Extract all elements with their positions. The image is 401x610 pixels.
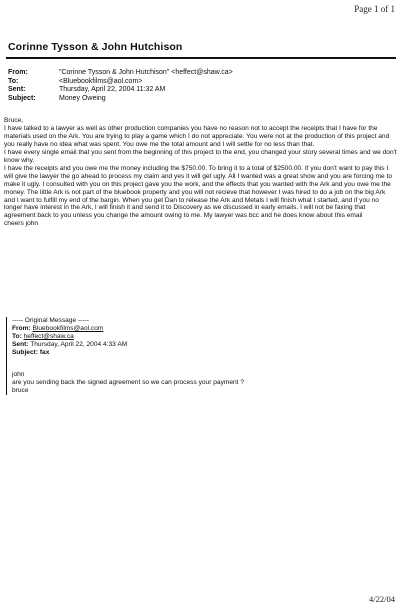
email-body bbox=[4, 117, 397, 228]
body-paragraph-2: I have every single email that you sent from the beginning of this project to the end, you changed your story several times and we don't know why. bbox=[4, 148, 397, 164]
orig-from-label: From: bbox=[12, 325, 31, 332]
body-paragraph-1: I have talked to a lawyer as well as other production companies you have no reason not to accept the receipts that I have for the materials used on the Ark. You are trying to play a game which I do not appreciate. You were not at the production of this project and you really have no idea what was spent. You owe me the total amount and I will settle for no less than that. bbox=[4, 124, 390, 148]
spacer bbox=[12, 357, 400, 371]
page-number: Page 1 of 1 bbox=[354, 4, 395, 14]
orig-line-3: bruce bbox=[12, 387, 29, 394]
title-divider bbox=[6, 57, 396, 59]
orig-to-label: To: bbox=[12, 333, 22, 340]
from-label: From: bbox=[8, 69, 28, 76]
subject-label: Subject: bbox=[8, 94, 36, 102]
sent-value: Thursday, April 22, 2004 11:32 AM bbox=[59, 86, 166, 94]
orig-subject-row bbox=[12, 349, 400, 357]
orig-subject-label: Subject: bbox=[12, 349, 39, 356]
orig-from-link[interactable]: Bluebookfilms@aol.com bbox=[32, 325, 104, 332]
sent-label: Sent: bbox=[8, 86, 26, 94]
orig-subject-value: fax bbox=[39, 349, 50, 356]
email-title: Corinne Tysson & John Hutchison bbox=[8, 41, 183, 53]
orig-from-row bbox=[12, 325, 400, 333]
orig-line-1: john bbox=[12, 371, 25, 378]
body-paragraph-3: I have the receipts and you owe me the money including the $750.00. To bring it to a total of $2500.00. If you don't want to pay this I will give the lawyer the go ahead to process my claim and yes it will get ugly. All I wanted was a great show and you are forcing me to make it ugly. I consulted with you on this project gave you the work, and the effects that you wanted with the Ark and you owe me the money. The little Ark is not part of the bluebook property and you will not recieve that however I was hired to do a job on the big Ark and I want to fulfill my end of the bargin. When you get Dan to release the Ark and Metals I will finish what I started, and if you no longer have interest in the Ark, I will finish it and send it to Discovery as we discussed in early emails. I will not be faxing that agreement back to you unless you change the amount owing to me. My lawyer was bcc and he does know about this email bbox=[4, 164, 393, 220]
orig-sent-value: Thursday, April 22, 2004 4:33 AM bbox=[30, 341, 128, 348]
signoff: cheers john bbox=[4, 220, 39, 228]
sent-row bbox=[8, 86, 396, 95]
orig-to-row bbox=[12, 333, 400, 341]
from-row bbox=[8, 69, 396, 78]
greeting: Bruce, bbox=[4, 117, 24, 124]
email-header bbox=[8, 69, 396, 103]
orig-sent-row bbox=[12, 341, 400, 349]
original-separator: ----- Original Message ----- bbox=[12, 317, 89, 324]
orig-sent-label: Sent: bbox=[12, 341, 29, 348]
original-message bbox=[6, 317, 400, 395]
to-row bbox=[8, 78, 396, 87]
subject-row bbox=[8, 95, 396, 104]
subject-value: Money Oweing bbox=[59, 94, 106, 102]
orig-line-2: are you sending back the signed agreement so we can process your payment ? bbox=[12, 379, 245, 386]
to-value: <Bluebookfilms@aol.com> bbox=[59, 77, 143, 85]
from-value: "Corinne Tysson & John Hutchison" <heffect@shaw.ca> bbox=[59, 69, 233, 76]
footer-date: 4/22/04 bbox=[369, 594, 395, 604]
orig-to-link[interactable]: heffect@shaw.ca bbox=[23, 333, 74, 340]
to-label: To: bbox=[8, 77, 19, 85]
